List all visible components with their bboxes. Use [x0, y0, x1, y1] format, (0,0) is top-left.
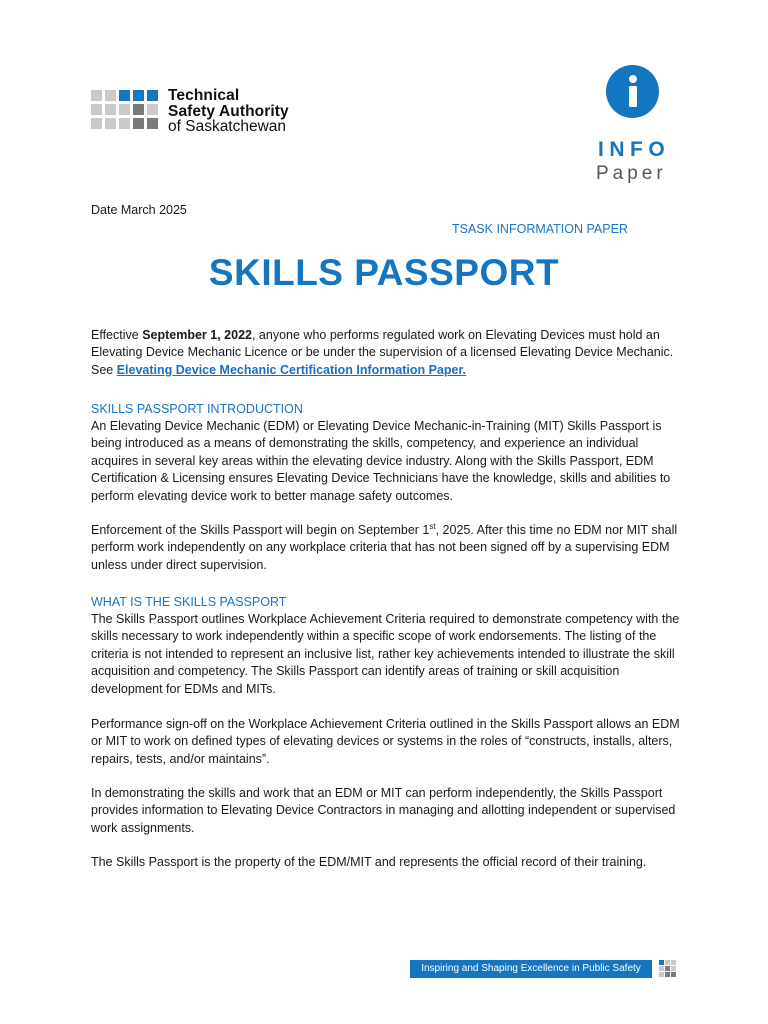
enforcement-sup: st — [429, 521, 436, 531]
info-label: INFO — [598, 138, 671, 161]
footer-logo-grid-icon — [659, 960, 676, 977]
logo-line-3: of Saskatchewan — [168, 118, 287, 135]
document-type-label: TSASK INFORMATION PAPER — [452, 222, 628, 236]
paragraph-text: The Skills Passport outlines Workplace Achievement Criteria required to demonstrate competency with the skills necessary to work independently within a specific scope of work endorsements. The listing of the criteria is not intended to represent an inclusive list, rather key achievements intended to illustrate the skill acquisition and competency. The Skills Passport can identify areas of training or skill acquisition development for EDMs and MITs. — [91, 612, 680, 696]
paragraph-text: The Skills Passport is the property of the EDM/MIT and represents the official record of their training. — [91, 855, 647, 869]
tsask-logo — [91, 87, 289, 135]
what-is-paragraph-3 — [91, 785, 681, 837]
section-heading-text: WHAT IS THE SKILLS PASSPORT — [91, 595, 287, 609]
enforcement-post: , 2025. After this time no EDM nor MIT shall perform work independently on any workplace criteria that has not been signed off by a supervising EDM unless under direct supervision. — [91, 523, 678, 572]
logo-wordmark — [168, 88, 289, 135]
enforcement-paragraph — [91, 522, 681, 574]
page-title: SKILLS PASSPORT — [208, 252, 560, 293]
logo-square-grid-icon — [91, 90, 158, 129]
paragraph-text: In demonstrating the skills and work that an EDM or MIT can perform independently, the Skills Passport provides information to Elevating Device Contractors in managing and allotting independent or supervised work assignments. — [91, 786, 676, 835]
logo-line-1: Technical — [168, 87, 240, 104]
footer-tagline: Inspiring and Shaping Excellence in Public Safety — [410, 960, 652, 978]
what-is-paragraph-2 — [91, 716, 681, 768]
intro-paragraph — [91, 327, 681, 379]
logo-line-2: Safety Authority — [168, 102, 289, 120]
intro-date: September 1, 2022 — [142, 328, 252, 342]
what-is-paragraph-1 — [91, 611, 681, 698]
introduction-paragraph-1 — [91, 418, 681, 505]
document-date: Date March 2025 — [91, 203, 187, 217]
paper-label: Paper — [596, 163, 667, 184]
what-is-paragraph-4 — [91, 854, 681, 871]
certification-paper-link[interactable]: Elevating Device Mechanic Certification Information Paper. — [116, 362, 467, 377]
section-heading-what-is — [91, 594, 681, 611]
section-heading-introduction — [91, 401, 681, 418]
info-icon — [606, 65, 659, 118]
paragraph-text: An Elevating Device Mechanic (EDM) or Elevating Device Mechanic-in-Training (MIT) Skills Passport is being introduced as a means of demonstrating the skills, competency, and experience an individual acquires in several key areas within the elevating device industry. Along with the Skills Passport, EDM Certification & Licensing ensures Elevating Device Technicians have the knowledge, skills and abilities to perform elevating device work to better manage safety outcomes. — [91, 419, 671, 503]
intro-pre: Effective — [91, 328, 143, 342]
intro-mid: , anyone who performs regulated work on Elevating Devices must hold an Elevating Device Mechanic Licence or be under the supervision of a licensed Elevating Device Mechanic. See — [91, 328, 674, 377]
paragraph-text: Performance sign-off on the Workplace Achievement Criteria outlined in the Skills Passport allows an EDM or MIT to work on defined types of elevating devices or systems in the roles of “constructs, installs, alters, repairs, tests, and/or maintains”. — [91, 717, 680, 766]
section-heading-text: SKILLS PASSPORT INTRODUCTION — [91, 402, 303, 416]
enforcement-pre: Enforcement of the Skills Passport will begin on September 1 — [91, 523, 430, 537]
